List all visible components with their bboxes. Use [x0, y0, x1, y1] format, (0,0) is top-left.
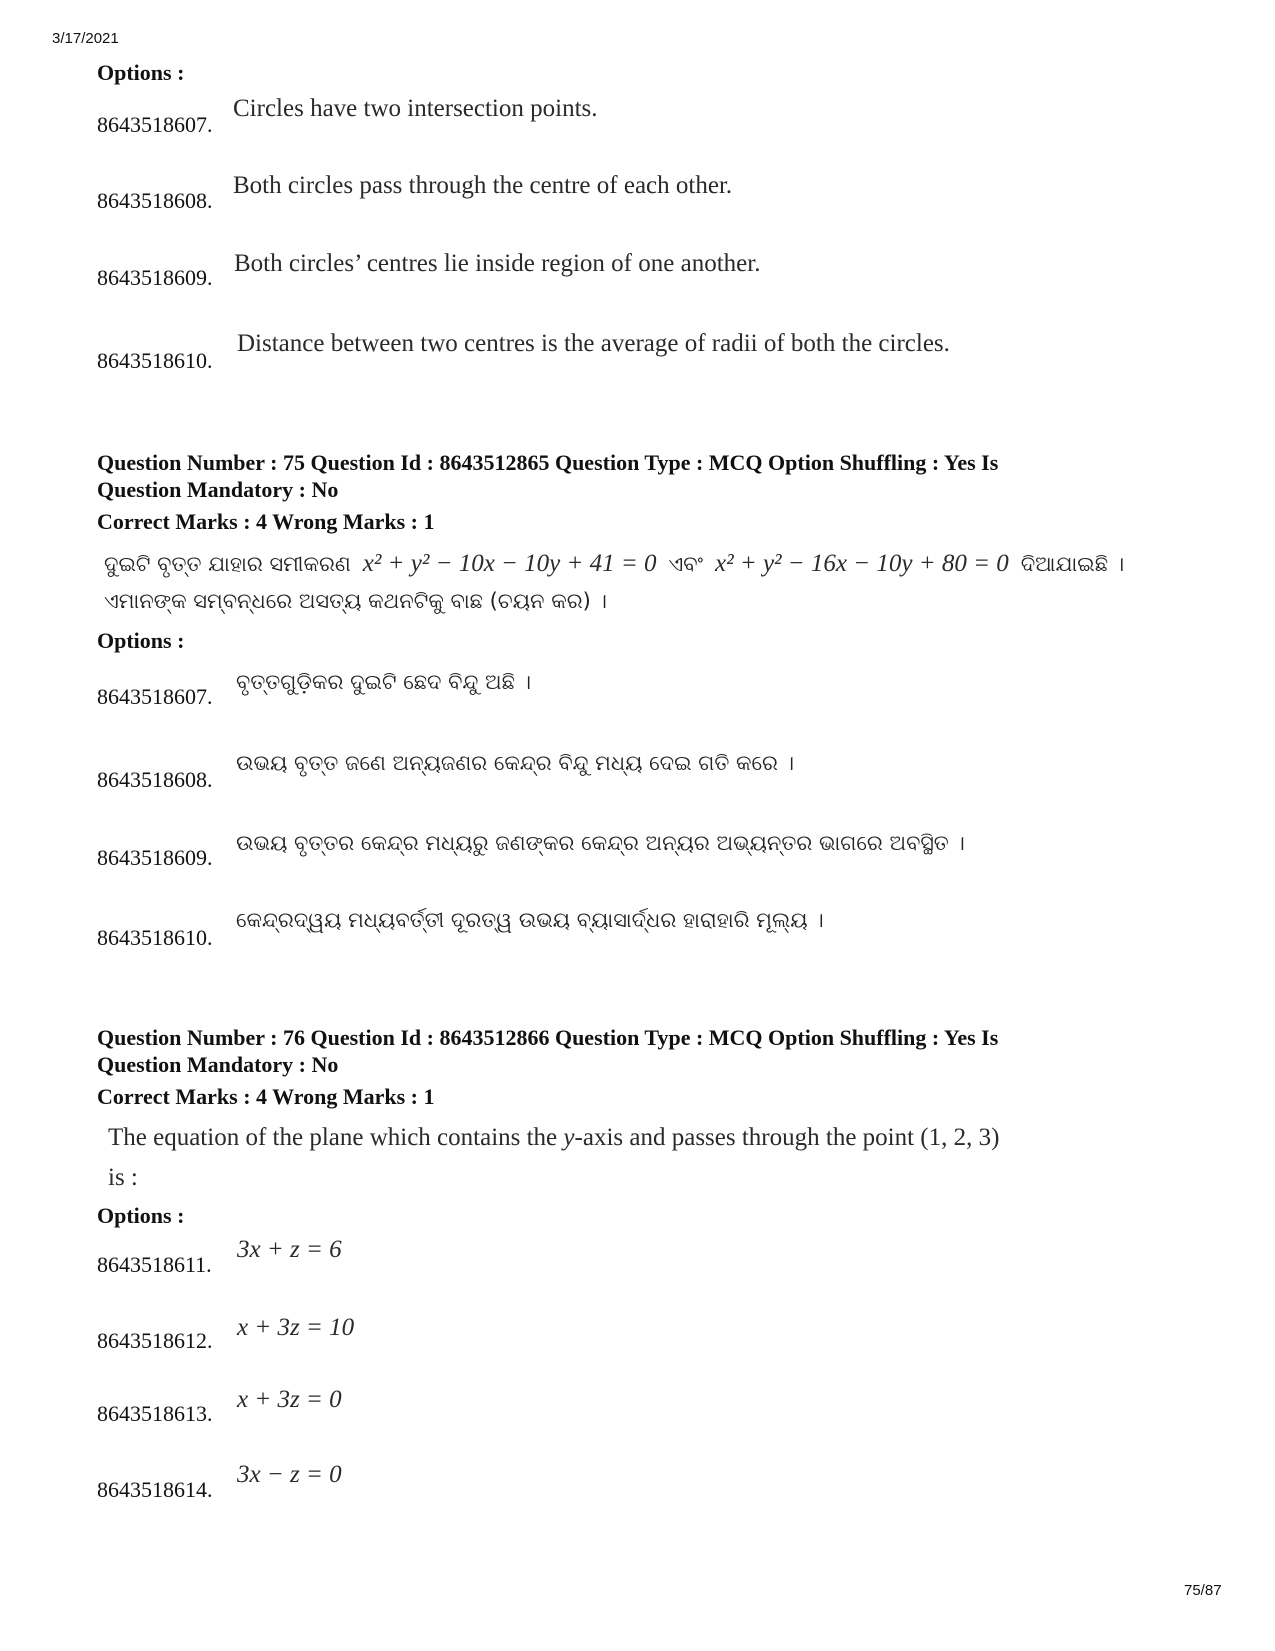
option-text: Both circles’ centres lie inside region of one another. — [234, 250, 761, 277]
question-meta: Question Mandatory : No — [97, 477, 339, 502]
question-text-odia: ଦୁଇଟି ବୃତ୍ତ ଯାହାର ସମୀକରଣ — [104, 552, 351, 576]
option-text: Both circles pass through the centre of each other. — [233, 172, 733, 199]
option-equation: 3x − z = 0 — [237, 1461, 342, 1488]
option-text: Circles have two intersection points. — [233, 95, 598, 122]
option-id: 8643518613. — [97, 1401, 213, 1426]
question-marks: Correct Marks : 4 Wrong Marks : 1 — [97, 1084, 435, 1109]
question-text-line — [104, 550, 1124, 578]
option-id: 8643518607. — [97, 112, 213, 137]
option-id: 8643518612. — [97, 1328, 213, 1353]
question-text-line — [108, 1124, 999, 1152]
question-meta: Question Mandatory : No — [97, 1052, 339, 1077]
question-text-odia: ଏବଂ — [668, 552, 703, 576]
option-id: 8643518609. — [97, 265, 213, 290]
option-equation: 3x + z = 6 — [237, 1236, 342, 1263]
options-label: Options : — [97, 1203, 185, 1228]
question-meta: Question Number : 76 Question Id : 8643512866 Question Type : MCQ Option Shuffling : Yes Is — [97, 1025, 999, 1050]
option-equation: x + 3z = 0 — [237, 1386, 342, 1413]
question-text: is : — [108, 1164, 138, 1191]
option-id: 8643518608. — [97, 188, 213, 213]
question-meta: Question Number : 75 Question Id : 8643512865 Question Type : MCQ Option Shuffling : Yes Is — [97, 450, 999, 475]
equation-circle-2: x² + y² − 16x − 10y + 80 = 0 — [714, 550, 1009, 577]
question-variable: y — [563, 1124, 575, 1151]
option-id: 8643518611. — [97, 1252, 212, 1277]
option-equation: x + 3z = 10 — [237, 1314, 355, 1341]
option-id: 8643518609. — [97, 845, 213, 870]
equation-circle-1: x² + y² − 10x − 10y + 41 = 0 — [362, 550, 657, 577]
question-text: -axis and passes through the point (1, 2, 3) — [574, 1124, 1000, 1151]
options-label: Options : — [97, 628, 185, 653]
option-text: ଉଭୟ ବୃତ୍ତର କେନ୍ଦ୍ର ମଧ୍ୟରୁ ଜଣଙ୍କର କେନ୍ଦ୍ର ଅନ୍ୟର ଅଭ୍ୟନ୍ତର ଭାଗରେ ଅବସ୍ଥିତ । — [236, 831, 965, 855]
option-text: କେନ୍ଦ୍ରଦ୍ୱୟ ମଧ୍ୟବର୍ତ୍ତୀ ଦୂରତ୍ୱ ଉଭୟ ବ୍ୟାସାର୍ଦ୍ଧର ହାରାହାରି ମୂଲ୍ୟ । — [236, 908, 824, 932]
question-text-odia: ଦିଆଯାଇଛି । — [1020, 552, 1125, 576]
option-id: 8643518610. — [97, 925, 213, 950]
print-date: 3/17/2021 — [52, 30, 119, 47]
option-id: 8643518614. — [97, 1477, 213, 1502]
option-id: 8643518610. — [97, 348, 213, 373]
option-text: Distance between two centres is the average of radii of both the circles. — [237, 330, 950, 357]
question-text: The equation of the plane which contains the — [108, 1124, 558, 1151]
question-text-odia: ଏମାନଙ୍କ ସମ୍ବନ୍ଧରେ ଅସତ୍ୟ କଥନଟିକୁ ବାଛ (ଚୟନ କର) । — [104, 589, 607, 613]
option-id: 8643518608. — [97, 767, 213, 792]
question-marks: Correct Marks : 4 Wrong Marks : 1 — [97, 509, 435, 534]
options-label: Options : — [97, 60, 185, 85]
option-text: ଉଭୟ ବୃତ୍ତ ଜଣେ ଅନ୍ୟଜଣର କେନ୍ଦ୍ର ବିନ୍ଦୁ ମଧ୍ୟ ଦେଇ ଗତି କରେ । — [236, 751, 795, 775]
page-number: 75/87 — [1184, 1582, 1222, 1599]
option-id: 8643518607. — [97, 684, 213, 709]
option-text: ବୃତ୍ତଗୁଡ଼ିକର ଦୁଇଟି ଛେଦ ବିନ୍ଦୁ ଅଛି । — [236, 670, 532, 694]
